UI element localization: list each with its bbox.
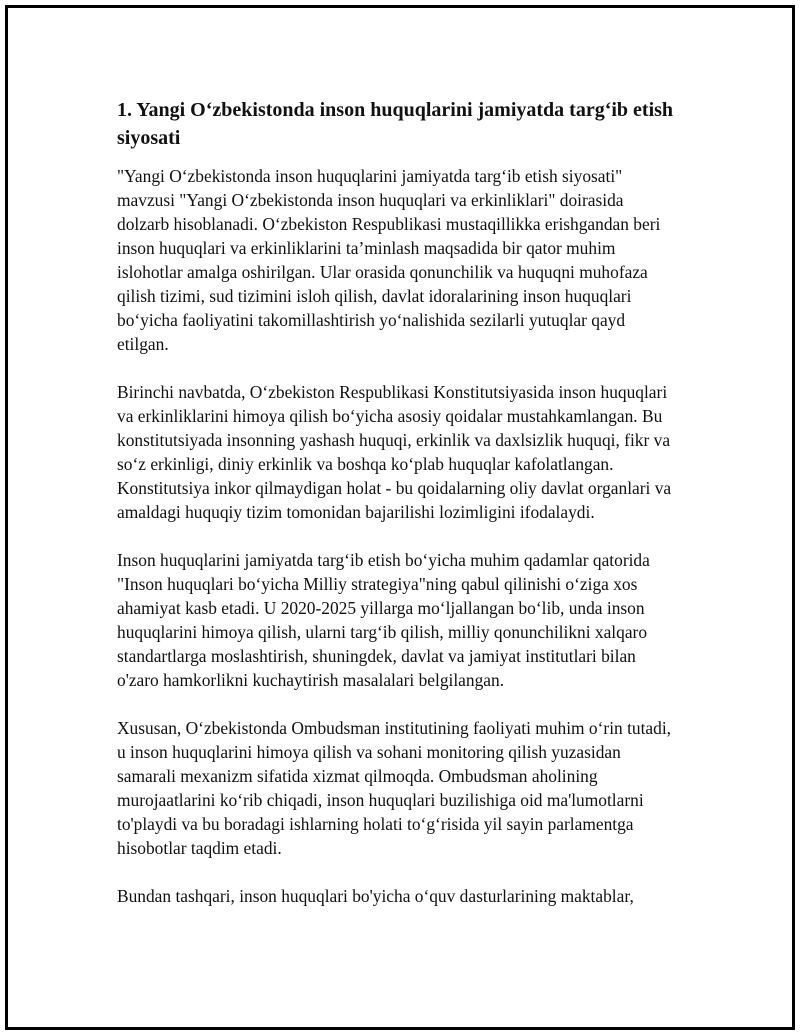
paragraph-4: Xususan, O‘zbekistonda Ombudsman institutining faoliyati muhim o‘rin tutadi, u inson huquqlarini himoya qilish va sohani monitoring qilish yuzasidan samarali mexanizm sifatida xizmat qilmoqda. Ombudsman aholining murojaatlarini ko‘rib chiqadi, inson huquqlari buzilishiga oid ma'lumotlarni to'playdi va bu boradagi ishlarning holati to‘g‘risida yil sayin parlamentga hisobotlar taqdim etadi. (117, 718, 672, 858)
paragraph-2: Birinchi navbatda, O‘zbekiston Respublikasi Konstitutsiyasida inson huquqlari va erkinliklarini himoya qilish bo‘yicha asosiy qoidalar mustahkamlangan. Bu konstitutsiyada insonning yashash huquqi, erkinlik va daxlsizlik huquqi, fikr va so‘z erkinligi, diniy erkinlik va boshqa ko‘plab huquqlar kafolatlangan. Konstitutsiya inkor qilmaydigan holat - bu qoidalarning oliy davlat organlari va amaldagi huquqiy tizim tomonidan bajarilishi lozimligini ifodalaydi. (117, 382, 672, 522)
section-heading: 1. Yangi O‘zbekistonda inson huquqlarini jamiyatda targ‘ib etish siyosati (117, 99, 674, 149)
document-body (117, 96, 677, 932)
paragraph-5: Bundan tashqari, inson huquqlari bo'yicha o‘quv dasturlarining maktablar, (117, 886, 634, 906)
paragraph-3: Inson huquqlarini jamiyatda targ‘ib etish bo‘yicha muhim qadamlar qatorida "Inson huquqlari bo‘yicha Milliy strategiya"ning qabul qilinishi o‘ziga xos ahamiyat kasb etadi. U 2020-2025 yillarga mo‘ljallangan bo‘lib, unda inson huquqlarini himoya qilish, ularni targ‘ib qilish, milliy qonunchilikni xalqaro standartlarga moslashtirish, shuningdek, davlat va jamiyat institutlari bilan o'zaro hamkorlikni kuchaytirish masalalari belgilangan. (117, 550, 650, 690)
paragraph-1: "Yangi O‘zbekistonda inson huquqlarini jamiyatda targ‘ib etish siyosati" mavzusi "Yangi O‘zbekistonda inson huquqlari va erkinliklari" doirasida dolzarb hisoblanadi. O‘zbekiston Respublikasi mustaqillikka erishgandan beri inson huquqlari va erkinliklarini ta’minlash maqsadida bir qator muhim islohotlar amalga oshirilgan. Ular orasida qonunchilik va huquqni muhofaza qilish tizimi, sud tizimini isloh qilish, davlat idoralarining inson huquqlari bo‘yicha faoliyatini takomillashtirish yo‘nalishida sezilarli yutuqlar qayd etilgan. (117, 166, 661, 354)
